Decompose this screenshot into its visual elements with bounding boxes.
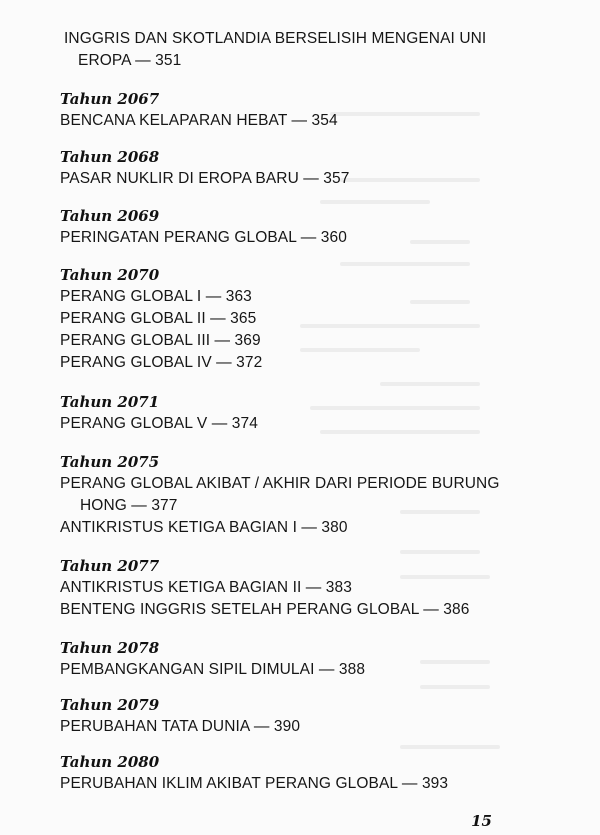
year-heading: Tahun 2069 bbox=[60, 207, 160, 225]
page-number: 15 bbox=[471, 812, 492, 830]
toc-entry: PEMBANGKANGAN SIPIL DIMULAI — 388 bbox=[60, 661, 366, 678]
toc-entry-continuation: HONG — 377 bbox=[80, 497, 178, 514]
toc-entry: PERANG GLOBAL V — 374 bbox=[60, 415, 258, 432]
year-heading: Tahun 2079 bbox=[60, 696, 160, 714]
toc-section-2070 bbox=[60, 265, 580, 374]
bleed-mark bbox=[420, 685, 490, 689]
year-heading: Tahun 2080 bbox=[60, 753, 160, 771]
toc-section-2078 bbox=[60, 638, 580, 681]
toc-entry: PERANG GLOBAL I — 363 bbox=[60, 288, 252, 305]
toc-section-2080 bbox=[60, 752, 580, 795]
toc-entry: PERUBAHAN IKLIM AKIBAT PERANG GLOBAL — 393 bbox=[60, 775, 449, 792]
toc-entry: PERANG GLOBAL AKIBAT / AKHIR DARI PERIODE BURUNG bbox=[60, 475, 500, 492]
toc-section-2069 bbox=[60, 206, 580, 249]
continued-entry bbox=[64, 28, 584, 72]
year-heading: Tahun 2067 bbox=[60, 90, 160, 108]
bleed-mark bbox=[320, 200, 430, 204]
toc-entry: ANTIKRISTUS KETIGA BAGIAN II — 383 bbox=[60, 579, 352, 596]
toc-section-2079 bbox=[60, 695, 580, 738]
year-heading: Tahun 2077 bbox=[60, 557, 160, 575]
year-heading: Tahun 2070 bbox=[60, 266, 160, 284]
toc-entry: PERANG GLOBAL II — 365 bbox=[60, 310, 257, 327]
bleed-mark bbox=[380, 382, 480, 386]
toc-entry-continuation: EROPA — 351 bbox=[78, 52, 182, 69]
toc-entry: BENTENG INGGRIS SETELAH PERANG GLOBAL — 386 bbox=[60, 601, 470, 618]
toc-section-2071 bbox=[60, 392, 580, 435]
bleed-mark bbox=[400, 745, 500, 749]
toc-entry: PERANG GLOBAL III — 369 bbox=[60, 332, 261, 349]
toc-section-2077 bbox=[60, 556, 580, 621]
toc-section-2075 bbox=[60, 452, 580, 539]
bleed-mark bbox=[400, 550, 480, 554]
toc-section-2068 bbox=[60, 147, 580, 190]
year-heading: Tahun 2071 bbox=[60, 393, 160, 411]
toc-entry: ANTIKRISTUS KETIGA BAGIAN I — 380 bbox=[60, 519, 348, 536]
toc-entry: PASAR NUKLIR DI EROPA BARU — 357 bbox=[60, 170, 350, 187]
year-heading: Tahun 2068 bbox=[60, 148, 160, 166]
toc-section-2067 bbox=[60, 89, 580, 132]
toc-entry: PERUBAHAN TATA DUNIA — 390 bbox=[60, 718, 301, 735]
toc-entry: BENCANA KELAPARAN HEBAT — 354 bbox=[60, 112, 338, 129]
toc-entry: PERINGATAN PERANG GLOBAL — 360 bbox=[60, 229, 347, 246]
toc-entry: PERANG GLOBAL IV — 372 bbox=[60, 354, 263, 371]
toc-entry: INGGRIS DAN SKOTLANDIA BERSELISIH MENGENAI UNI bbox=[64, 30, 487, 47]
year-heading: Tahun 2075 bbox=[60, 453, 160, 471]
year-heading: Tahun 2078 bbox=[60, 639, 160, 657]
